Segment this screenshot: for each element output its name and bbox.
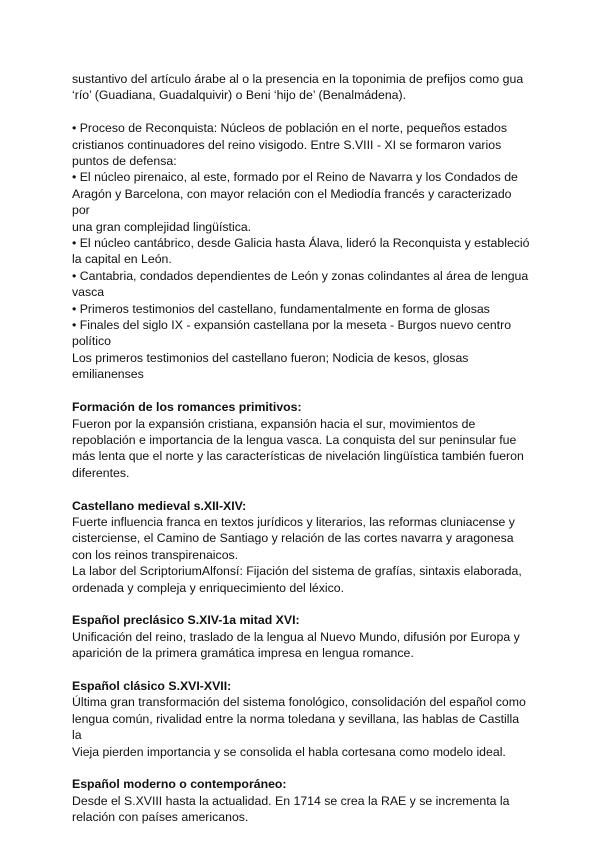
- section-heading: Formación de los romances primitivos:: [72, 400, 302, 415]
- reconquista-list: [72, 120, 532, 383]
- text-line: Unificación del reino, traslado de la lengua al Nuevo Mundo, difusión por Europa y: [72, 629, 520, 644]
- text-line: • Proceso de Reconquista: Núcleos de población en el norte, pequeños estados: [72, 121, 507, 136]
- section-castellano-medieval: [72, 498, 532, 596]
- text-line: • Finales del siglo IX - expansión castellana por la meseta - Burgos nuevo centro: [72, 318, 512, 333]
- section-heading: Español preclásico S.XIV-1a mitad XVI:: [72, 613, 300, 628]
- text-line: repoblación e importancia de la lengua vasca. La conquista del sur peninsular fue: [72, 432, 517, 447]
- text-line: con los reinos transpirenaicos.: [72, 547, 239, 562]
- text-line: cristianos continuadores del reino visigodo. Entre S.VIII - XI se formaron varios: [72, 137, 502, 152]
- section-heading: Español moderno o contemporáneo:: [72, 777, 287, 792]
- text-line: • El núcleo cantábrico, desde Galicia hasta Álava, lideró la Reconquista y estableció: [72, 236, 530, 251]
- intro-paragraph: [72, 71, 532, 104]
- section-espanol-preclasico: [72, 612, 532, 661]
- section-espanol-moderno: [72, 776, 532, 825]
- section-romances: [72, 399, 532, 481]
- text-line: Aragón y Barcelona, con mayor relación con el Mediodía francés y caracterizado por: [72, 186, 512, 218]
- text-line: puntos de defensa:: [72, 154, 177, 169]
- text-line: una gran complejidad lingüística.: [72, 219, 252, 234]
- document-page: [72, 71, 532, 826]
- text-line: ‘río’ (Guadiana, Guadalquivir) o Beni ‘hijo de’ (Benalmádena).: [72, 88, 407, 103]
- text-line: diferentes.: [72, 465, 130, 480]
- text-line: Fuerte influencia franca en textos jurídicos y literarios, las reformas cluniacense y: [72, 514, 515, 529]
- text-line: Última gran transformación del sistema fonológico, consolidación del español como: [72, 695, 526, 710]
- text-line: ordenada y compleja y enriquecimiento del léxico.: [72, 580, 345, 595]
- text-line: la capital en León.: [72, 252, 172, 267]
- text-line: Desde el S.XVIII hasta la actualidad. En 1714 se crea la RAE y se incrementa la: [72, 793, 510, 808]
- text-line: La labor del ScriptoriumAlfonsí: Fijación del sistema de grafías, sintaxis elaborada,: [72, 564, 522, 579]
- text-line: emilianenses: [72, 367, 144, 382]
- text-line: Vieja pierden importancia y se consolida el habla cortesana como modelo ideal.: [72, 744, 506, 759]
- text-line: • El núcleo pirenaico, al este, formado por el Reino de Navarra y los Condados de: [72, 170, 518, 185]
- text-line: sustantivo del artículo árabe al o la presencia en la toponimia de prefijos como gua: [72, 72, 524, 86]
- text-line: lengua común, rivalidad entre la norma toledana y sevillana, las hablas de Castilla la: [72, 711, 520, 743]
- section-espanol-clasico: [72, 678, 532, 760]
- text-line: relación con países americanos.: [72, 810, 249, 825]
- section-heading: Español clásico S.XVI-XVII:: [72, 678, 232, 693]
- text-line: Fueron por la expansión cristiana, expansión hacia el sur, movimientos de: [72, 416, 476, 431]
- text-line: aparición de la primera gramática impresa en lengua romance.: [72, 646, 414, 661]
- section-heading: Castellano medieval s.XII-XIV:: [72, 498, 247, 513]
- text-line: • Cantabria, condados dependientes de León y zonas colindantes al área de lengua: [72, 268, 529, 283]
- text-line: cisterciense, el Camino de Santiago y relación de las cortes navarra y aragonesa: [72, 531, 514, 546]
- text-line: Los primeros testimonios del castellano fueron; Nodicia de kesos, glosas: [72, 350, 469, 365]
- text-line: más lenta que el norte y las características de nivelación lingüística también fueron: [72, 449, 524, 464]
- text-line: vasca: [72, 285, 105, 300]
- text-line: político: [72, 334, 111, 349]
- text-line: • Primeros testimonios del castellano, fundamentalmente en forma de glosas: [72, 301, 490, 316]
